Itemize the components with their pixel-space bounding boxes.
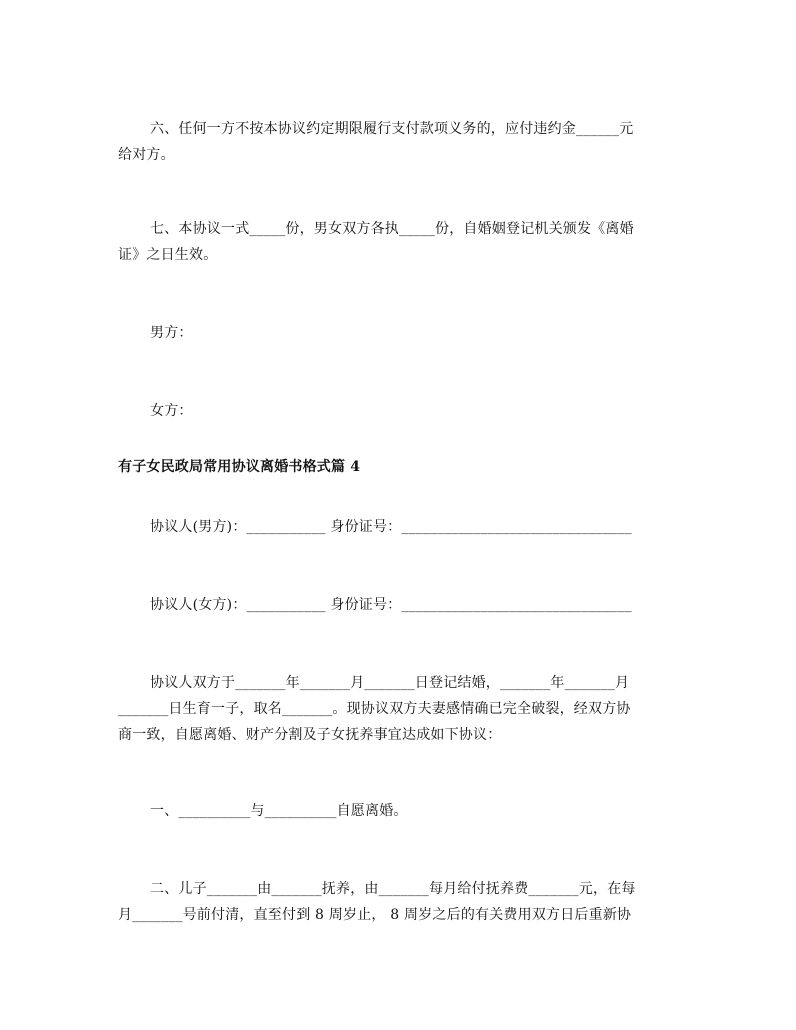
section-heading: 有子女民政局常用协议离婚书格式篇 4 [118,459,361,475]
intro-line-1: 协议人双方于_______年_______月_______日登记结婚，_______年_______月 [150,675,630,691]
intro-line-2: _______日生育一子，取名_______。现协议双方夫妻感情确已完全破裂，经双方协 [118,701,631,717]
signature-female: 女方： [150,403,193,419]
clause-7-line-2: 证》之日生效。 [118,247,218,263]
intro-line-3: 商一致，自愿离婚、财产分割及子女抚养事宜达成如下协议： [118,727,502,743]
clause-2-line-1: 二、儿子_______由_______抚养，由_______每月给付抚养费_______元，在每 [150,881,636,897]
clause-2-line-2: 月_______号前付清，直至付到 8 周岁止， 8 周岁之后的有关费用双方日后重新协 [118,907,632,923]
party-female-line: 协议人(女方)：___________ 身份证号：________________________________ [150,597,632,613]
clause-6-line-2: 给对方。 [118,147,175,163]
party-male-line: 协议人(男方)：___________ 身份证号：________________________________ [150,519,632,535]
clause-7-line-1: 七、本协议一式_____份，男女双方各执_____份，自婚姻登记机关颁发《离婚 [150,221,634,237]
signature-male: 男方： [150,325,193,341]
clause-6-line-1: 六、任何一方不按本协议约定期限履行支付款项义务的，应付违约金______元 [150,121,634,137]
clause-1: 一、__________与__________自愿离婚。 [150,803,408,819]
